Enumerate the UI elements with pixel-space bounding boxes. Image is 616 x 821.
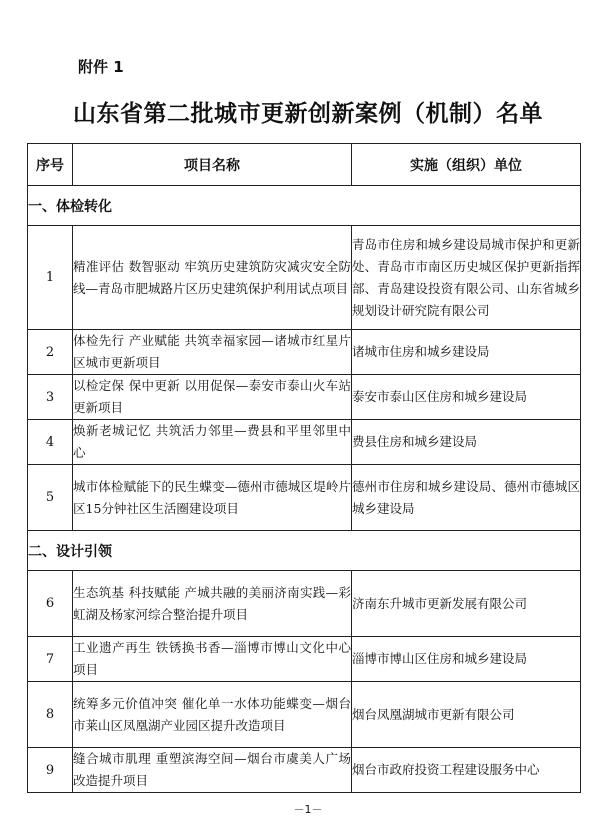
row-number: 8	[28, 682, 73, 748]
project-name: 体检先行 产业赋能 共筑幸福家园—诸城市红星片区城市更新项目	[73, 330, 352, 375]
project-name: 工业遗产再生 铁锈换书香—淄博市博山文化中心项目	[73, 637, 352, 682]
table-row	[28, 637, 581, 682]
table-row	[28, 571, 581, 637]
project-name: 城市体检赋能下的民生蝶变—德州市德城区堤岭片区15分钟社区生活圈建设项目	[73, 465, 352, 531]
section-heading-row	[28, 186, 581, 226]
row-number: 3	[28, 375, 73, 420]
section-heading: 一、体检转化	[28, 186, 581, 226]
implementing-unit: 青岛市住房和城乡建设局城市保护和更新处、青岛市市南区历史城区保护更新指挥部、青岛建设投资有限公司、山东省城乡规划设计研究院有限公司	[352, 226, 581, 330]
implementing-unit: 费县住房和城乡建设局	[352, 420, 581, 465]
table-row	[28, 748, 581, 793]
implementing-unit: 烟台市政府投资工程建设服务中心	[352, 748, 581, 793]
page-title: 山东省第二批城市更新创新案例（机制）名单	[73, 101, 543, 127]
row-number: 2	[28, 330, 73, 375]
table-row	[28, 682, 581, 748]
implementing-unit: 德州市住房和城乡建设局、德州市德城区城乡建设局	[352, 465, 581, 531]
header-name: 项目名称	[73, 144, 352, 186]
implementing-unit: 诸城市住房和城乡建设局	[352, 330, 581, 375]
section-heading-row	[28, 531, 581, 571]
implementing-unit: 烟台凤凰湖城市更新有限公司	[352, 682, 581, 748]
table-row	[28, 375, 581, 420]
project-name: 精准评估 数智驱动 牢筑历史建筑防灾减灾安全防线—青岛市肥城路片区历史建筑保护利用试点项目	[73, 226, 352, 330]
implementing-unit: 济南东升城市更新发展有限公司	[352, 571, 581, 637]
project-name: 焕新老城记忆 共筑活力邻里—费县和平里邻里中心	[73, 420, 352, 465]
row-number: 4	[28, 420, 73, 465]
attachment-label: 附件 1	[78, 58, 124, 76]
table-row	[28, 465, 581, 531]
implementing-unit: 泰安市泰山区住房和城乡建设局	[352, 375, 581, 420]
table-row	[28, 420, 581, 465]
case-list-table	[27, 143, 581, 793]
row-number: 7	[28, 637, 73, 682]
header-num: 序号	[28, 144, 73, 186]
header-unit: 实施（组织）单位	[352, 144, 581, 186]
table-header-row	[28, 144, 581, 186]
row-number: 1	[28, 226, 73, 330]
implementing-unit: 淄博市博山区住房和城乡建设局	[352, 637, 581, 682]
table-row	[28, 226, 581, 330]
row-number: 9	[28, 748, 73, 793]
row-number: 5	[28, 465, 73, 531]
row-number: 6	[28, 571, 73, 637]
project-name: 以检定保 保中更新 以用促保—泰安市泰山火车站更新项目	[73, 375, 352, 420]
project-name: 统筹多元价值冲突 催化单一水体功能蝶变—烟台市莱山区凤凰湖产业园区提升改造项目	[73, 682, 352, 748]
project-name: 缝合城市肌理 重塑滨海空间—烟台市虞美人广场改造提升项目	[73, 748, 352, 793]
section-heading: 二、设计引领	[28, 531, 581, 571]
project-name: 生态筑基 科技赋能 产城共融的美丽济南实践—彩虹湖及杨家河综合整治提升项目	[73, 571, 352, 637]
table-row	[28, 330, 581, 375]
page-number: －1－	[293, 803, 323, 816]
